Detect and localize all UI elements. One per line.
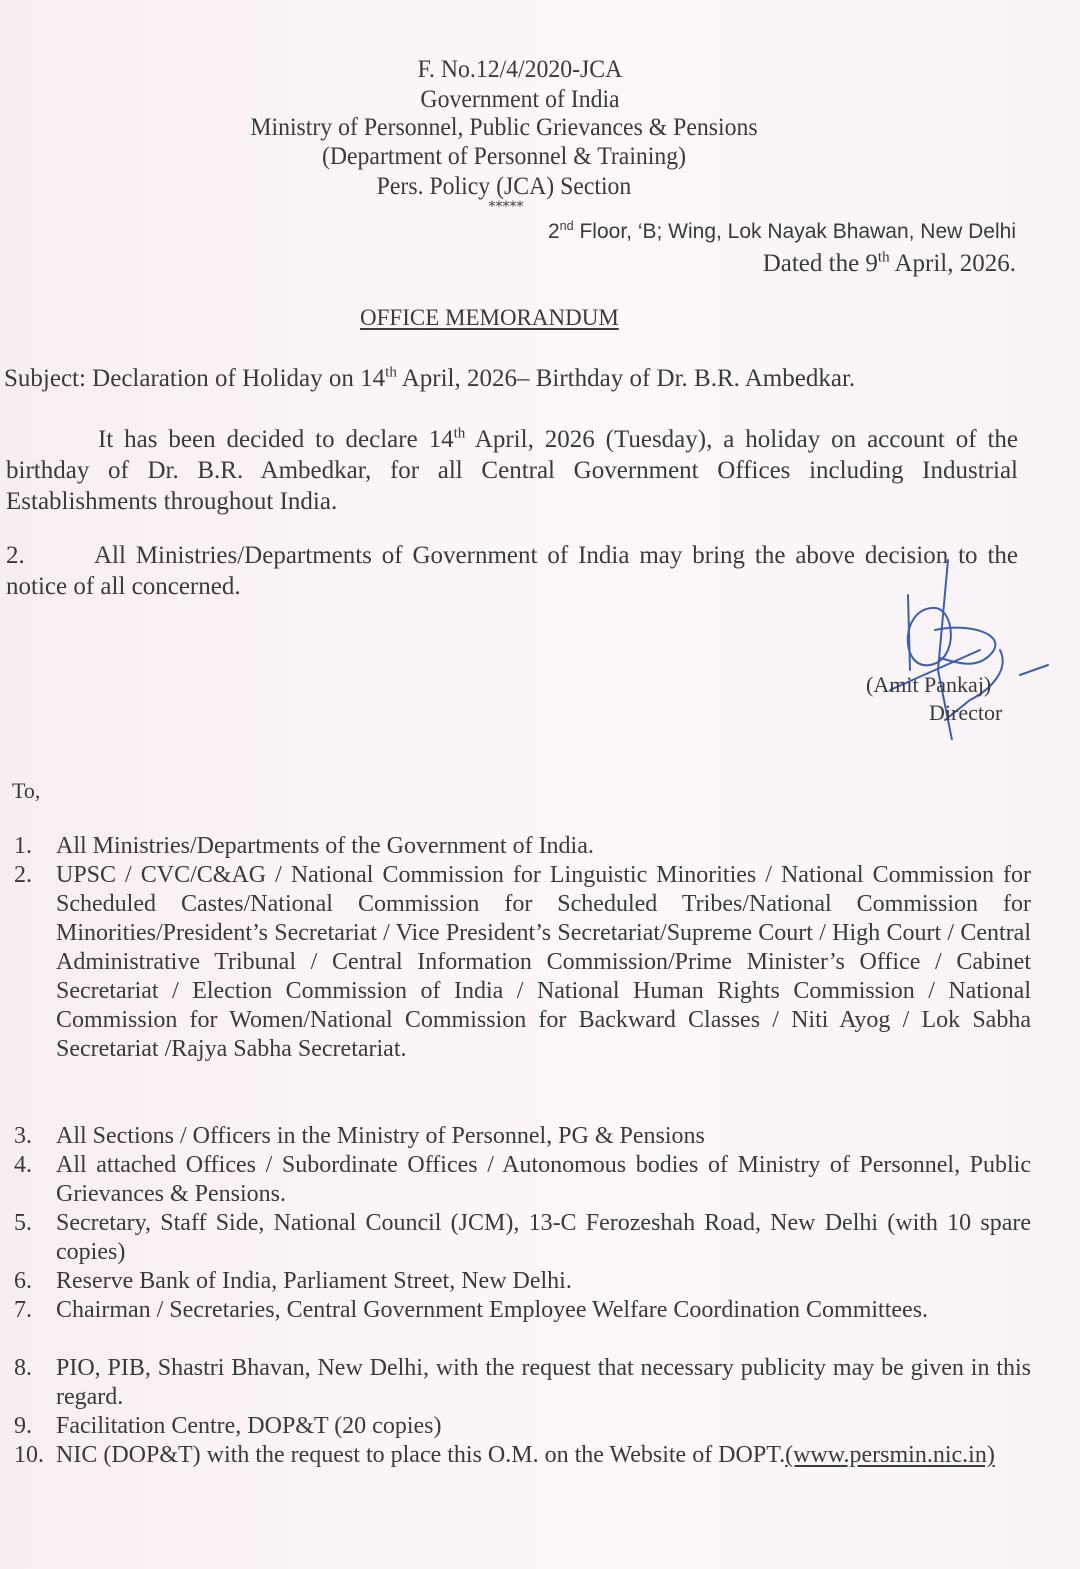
to-label: To,: [12, 778, 41, 803]
ministry-name: Ministry of Personnel, Public Grievances & Pensions: [250, 114, 758, 141]
recipient-number: 5.: [14, 1210, 32, 1236]
recipient-number: 1.: [14, 833, 32, 859]
memo-date: [763, 250, 1016, 278]
date-text: April, 2026.: [889, 250, 1016, 277]
recipient-text: All Sections / Officers in the Ministry of Personnel, PG & Pensions: [56, 1123, 705, 1149]
para2-number: 2.: [6, 542, 25, 569]
recipient-number: 9.: [14, 1413, 32, 1439]
subject-suffix: th: [385, 364, 397, 381]
recipient-text: Reserve Bank of India, Parliament Street, New Delhi.: [56, 1268, 572, 1294]
recipient-text: [56, 1441, 1031, 1470]
recipient-number: 10.: [14, 1442, 44, 1468]
office-address: [548, 220, 1016, 244]
file-number: F. No.12/4/2020-JCA: [417, 56, 623, 83]
website-link[interactable]: (www.persmin.nic.in): [785, 1442, 995, 1468]
recipient-text-prefix: NIC (DOP&T) with the request to place this O.M. on the Website of DOPT.: [56, 1442, 786, 1468]
para1-text: April, 2026 (Tuesday), a holiday on account of the birthday of Dr. B.R. Ambedkar, for all Central Government Offices including Industrial Establishments throughout India.: [6, 426, 1019, 515]
address-text: Floor, ‘B; Wing, Lok Nayak Bhawan, New Delhi: [573, 220, 1016, 243]
separator-stars: *****: [488, 199, 524, 215]
recipient-number: 3.: [14, 1123, 32, 1149]
para1-prefix: It has been decided to declare 14: [98, 426, 454, 453]
signatory-name: (Amit Pankaj): [866, 672, 992, 697]
recipient-text: Facilitation Centre, DOP&T (20 copies): [56, 1413, 442, 1439]
address-floor-number: 2: [547, 220, 560, 243]
department-name: (Department of Personnel & Training): [321, 143, 687, 170]
memo-title: OFFICE MEMORANDUM: [360, 305, 619, 330]
date-suffix: th: [877, 249, 890, 266]
subject-text: April, 2026– Birthday of Dr. B.R. Ambedkar.: [396, 365, 856, 392]
subject-prefix: Subject: Declaration of Holiday on 14: [4, 365, 386, 392]
date-prefix: Dated the 9: [762, 250, 878, 277]
memo-subject: [4, 365, 855, 393]
recipient-number: 2.: [14, 862, 32, 888]
para2-text: All Ministries/Departments of Government of India may bring the above decision to the notice of all concerned.: [6, 542, 1018, 600]
recipient-text: Chairman / Secretaries, Central Government Employee Welfare Coordination Committees.: [56, 1297, 929, 1323]
recipient-text: All attached Offices / Subordinate Offices / Autonomous bodies of Ministry of Personnel, Public Grievances & Pensions.: [56, 1152, 1031, 1207]
recipient-number: 8.: [14, 1355, 32, 1381]
recipient-number: 4.: [14, 1152, 32, 1178]
recipient-number: 7.: [14, 1297, 32, 1323]
recipient-text: All Ministries/Departments of the Government of India.: [56, 833, 594, 859]
para1-suffix: th: [453, 425, 466, 442]
government-name: Government of India: [420, 86, 620, 113]
section-name: Pers. Policy (JCA) Section: [376, 173, 632, 200]
signatory-designation: Director: [929, 700, 1003, 725]
recipient-text: Secretary, Staff Side, National Council (JCM), 13-C Ferozeshah Road, New Delhi (with 10 spare copies): [56, 1210, 1031, 1265]
recipient-text: PIO, PIB, Shastri Bhavan, New Delhi, with the request that necessary publicity may be given in this regard.: [56, 1355, 1031, 1410]
recipient-number: 6.: [14, 1268, 32, 1294]
address-floor-suffix: nd: [559, 219, 574, 233]
recipient-text: UPSC / CVC/C&AG / National Commission for Linguistic Minorities / National Commission for Scheduled Castes/National Commission for Scheduled Tribes/National Commission for Minorities/President’s Secretariat / Vice President’s Secretariat/Supreme Court / High Court / Central Administrative Tribunal / Central Information Commission/Prime Minister’s Office / Cabinet Secretariat / Election Commission of India / National Human Rights Commission / National Commission for Women/National Commission for Backward Classes / Niti Ayog / Lok Sabha Secretariat /Rajya Sabha Secretariat.: [56, 862, 1031, 1062]
paragraph-1: [6, 424, 1018, 517]
